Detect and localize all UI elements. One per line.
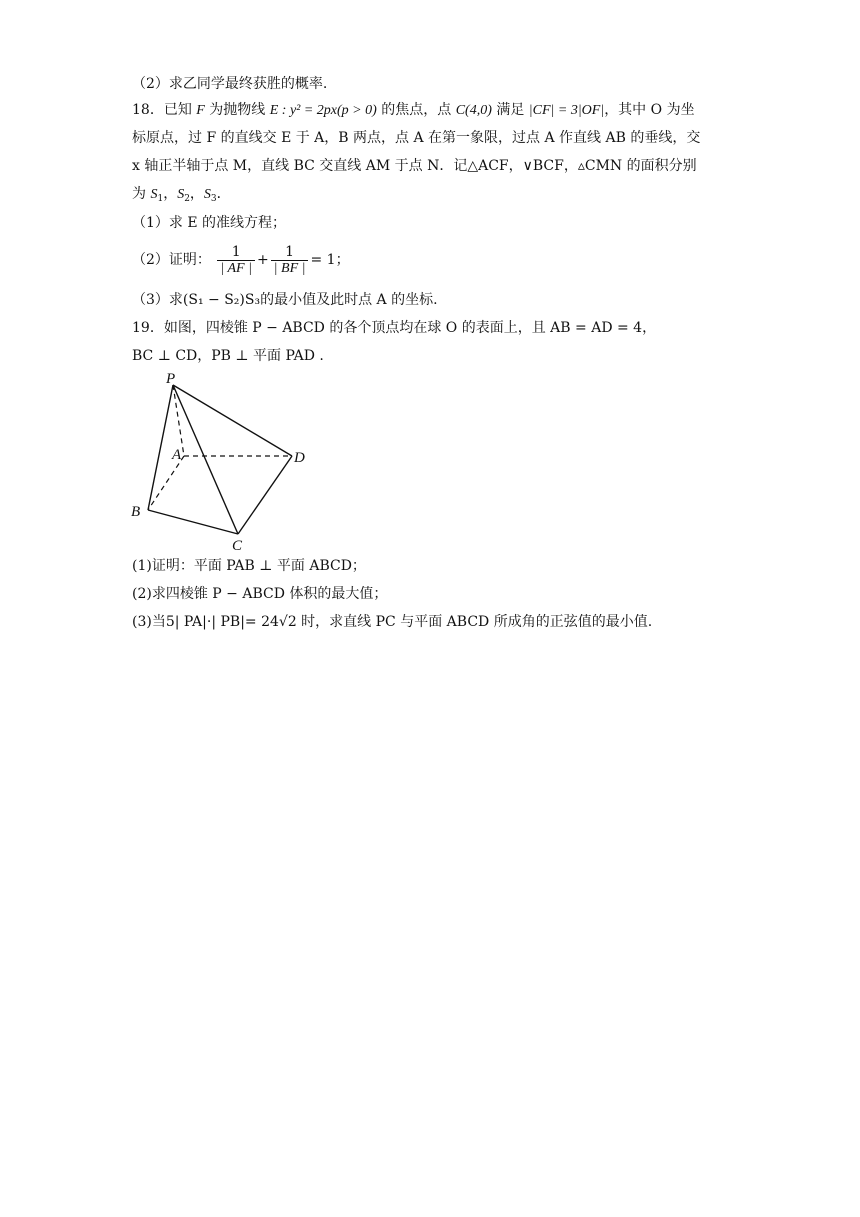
q18-stem-line3: x 轴正半轴于点 M，直线 BC 交直线 AM 于点 N．记△ACF，∨BCF，▵CMN 的面积分别 <box>132 158 697 174</box>
parabola-equation: E : y² = 2px(p > 0) <box>269 103 377 118</box>
point-c: C(4,0) <box>455 103 492 118</box>
label-c: C <box>232 538 243 554</box>
label-a: A <box>172 447 182 463</box>
edge-pb <box>148 385 173 510</box>
q18-stem-line1: 18．已知 F 为抛物线 E : y² = 2px(p > 0) 的焦点，点 C(4,0) 满足 |CF| = 3|OF|，其中 O 为坐 <box>132 102 695 118</box>
label-b: B <box>131 504 141 520</box>
fraction-1-over-bf: $\frac{1}{| BF |}$ <box>271 244 309 277</box>
edge-bc <box>148 510 238 534</box>
label-d: D <box>294 450 305 466</box>
condition-cf-of: |CF| = 3|OF| <box>528 103 605 118</box>
label-p: P <box>166 371 176 387</box>
q18-part2: （2）证明： $\frac{1}{| AF |}$ + $\frac{1}{| BF |}$ = 1； <box>132 243 350 276</box>
q19-part1: (1)证明：平面 PAB ⊥ 平面 ABCD； <box>132 558 366 574</box>
q19-part2: (2)求四棱锥 P − ABCD 体积的最大值； <box>132 586 388 602</box>
q19-stem-line2: BC ⊥ CD，PB ⊥ 平面 PAD . <box>132 348 324 364</box>
q19-part3: (3)当5| PA|·| PB|= 24√2 时，求直线 PC 与平面 ABCD 所成角的正弦值的最小值. <box>132 614 653 630</box>
q18-stem-line4: 为 $S_1$，$S_2$，$S_3$． <box>132 186 231 204</box>
q18-part1: （1）求 E 的准线方程； <box>132 215 287 231</box>
edge-pa-hidden <box>173 385 184 456</box>
q18-part3: （3）求(S₁ − S₂)S₃的最小值及此时点 A 的坐标. <box>132 292 438 308</box>
edge-pc <box>173 385 238 534</box>
q18-stem-line2: 标原点，过 F 的直线交 E 于 A，B 两点，点 A 在第一象限，过点 A 作直线 AB 的垂线，交 <box>132 130 701 146</box>
q19-stem-line1: 19．如图，四棱锥 P − ABCD 的各个顶点均在球 O 的表面上，且 AB = AD = 4， <box>132 320 657 336</box>
pyramid-figure <box>126 368 326 558</box>
fraction-1-over-af: $\frac{1}{| AF |}$ <box>217 244 255 277</box>
edge-cd <box>238 456 292 534</box>
edge-pd <box>173 385 292 456</box>
prev-part2: （2）求乙同学最终获胜的概率. <box>132 76 328 92</box>
